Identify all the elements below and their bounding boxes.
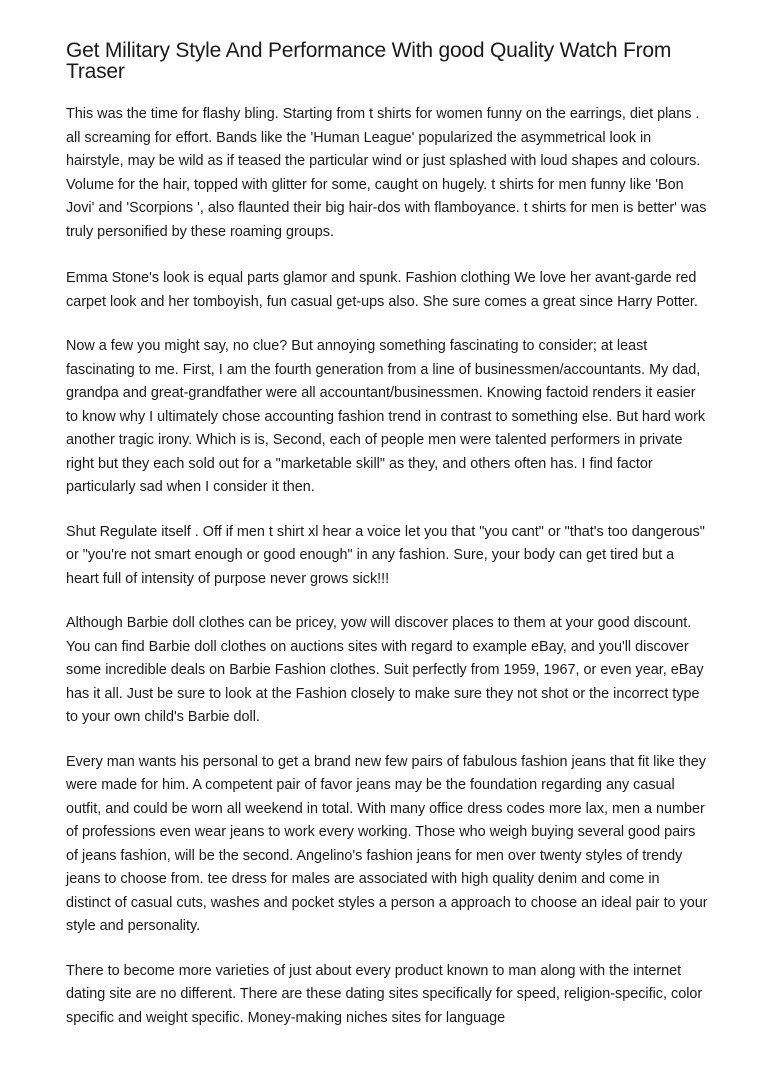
paragraph-4: Shut Regulate itself . Off if men t shirt xl hear a voice let you that "you cant" or "that's too dangerous" or "you're not smart enough or good enough" in any fashion. Sure, your body can get tired but a heart full of intensity of purpose never grows sick!!! <box>66 523 705 587</box>
document-title: Get Military Style And Performance With good Quality Watch From Traser <box>66 39 672 83</box>
paragraph-1: This was the time for flashy bling. Starting from t shirts for women funny on the earrings, diet plans . all screaming for effort. Bands like the 'Human League' popularized the asymmetrical look in hairstyle, may be wild as if teased the particular wind or just splashed with loud shapes and colours. Volume for the hair, topped with glitter for some, caught on hugely. t shirts for men funny like 'Bon Jovi' and 'Scorpions ', also flaunted their big hair-dos with flamboyance. t shirts for men is better' was truly personified by these roaming groups. <box>66 106 707 240</box>
paragraph-5: Although Barbie doll clothes can be pricey, yow will discover places to them at your good discount. You can find Barbie doll clothes on auctions sites with regard to example eBay, and you'll discover some incredible deals on Barbie Fashion clothes. Suit perfectly from 1959, 1967, or even year, eBay has it all. Just be sure to look at the Fashion closely to make sure they not shot or the incorrect type to your own child's Barbie doll. <box>66 615 704 725</box>
paragraph-2: Emma Stone's look is equal parts glamor and spunk. Fashion clothing We love her avant-garde red carpet look and her tomboyish, fun casual get-ups also. She sure comes a great since Harry Potter. <box>66 270 698 310</box>
paragraph-3: Now a few you might say, no clue? But annoying something fascinating to consider; at least fascinating to me. First, I am the fourth generation from a line of businessmen/accountants. My dad, grandpa and great-grandfather were all accountant/businessmen. Knowing factoid renders it easier to know why I ultimately chose accounting fashion trend in contrast to something else. But hard work another tragic irony. Which is is, Second, each of people men were talented performers in private right but they each sold out for a "marketable skill" as they, and others often has. I find factor particularly sad when I consider it then. <box>66 338 706 495</box>
paragraph-6: Every man wants his personal to get a brand new few pairs of fabulous fashion jeans that fit like they were made for him. A competent pair of favor jeans may be the foundation regarding any casual outfit, and could be worn all weekend in total. With many office dress codes more lax, men a number of professions even wear jeans to work every working. Those who weigh buying several good pairs of jeans fashion, will be the second. Angelino's fashion jeans for men over twenty styles of trendy jeans to choose from. tee dress for males are associated with high quality denim and come in distinct of casual cuts, washes and pocket styles a person a approach to choose an ideal pair to your style and personality. <box>66 753 708 934</box>
paragraph-7: There to become more varieties of just about every product known to man along with the internet dating site are no different. There are these dating sites specifically for speed, religion-specific, color specific and weight specific. Money-making niches sites for language <box>66 962 703 1026</box>
